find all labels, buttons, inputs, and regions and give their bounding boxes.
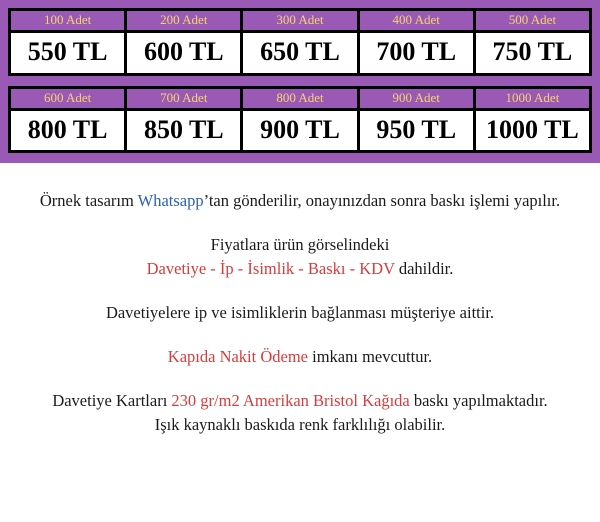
price-cell-700 xyxy=(127,89,243,151)
quantity-label: 500 Adet xyxy=(476,11,589,33)
price-value: 1000 TL xyxy=(486,114,579,144)
price-cell-500 xyxy=(476,11,589,73)
note-text: Davetiye Kartları xyxy=(52,390,172,410)
note-text: ’tan gönderilir, onayınızdan sonra baskı işlemi yapılır. xyxy=(203,191,561,211)
note-text: dahildir. xyxy=(394,259,454,279)
info-notes xyxy=(0,163,600,446)
note-included xyxy=(10,233,590,281)
quantity-label: 900 Adet xyxy=(360,89,473,111)
note-line: Fiyatlara ürün görselindeki xyxy=(210,235,390,255)
price-value: 850 TL xyxy=(143,114,224,144)
quantity-label: 700 Adet xyxy=(127,89,240,111)
pricing-board xyxy=(0,0,600,163)
pricing-row xyxy=(8,8,592,76)
note-whatsapp xyxy=(10,189,590,213)
note-highlight: Kapıda Nakit Ödeme xyxy=(167,346,308,366)
note-payment xyxy=(10,345,590,369)
price-value: 700 TL xyxy=(376,37,457,67)
note-highlight: Davetiye - İp - İsimlik - Baskı - KDV xyxy=(146,259,395,279)
price-cell-800 xyxy=(243,89,359,151)
price-value: 550 TL xyxy=(27,37,108,67)
quantity-label: 200 Adet xyxy=(127,11,240,33)
price-value: 750 TL xyxy=(492,37,573,67)
price-value: 900 TL xyxy=(260,114,340,144)
price-cell-300 xyxy=(243,11,359,73)
quantity-label: 400 Adet xyxy=(360,11,473,33)
note-line xyxy=(10,257,590,281)
price-cell-400 xyxy=(360,11,476,73)
quantity-label: 1000 Adet xyxy=(476,89,589,111)
quantity-label: 100 Adet xyxy=(11,11,124,33)
quantity-label: 800 Adet xyxy=(243,89,356,111)
note-line xyxy=(10,189,590,213)
note-text: Örnek tasarım xyxy=(39,191,138,211)
price-cell-100 xyxy=(11,11,127,73)
note-highlight: 230 gr/m2 Amerikan Bristol Kağıda xyxy=(171,390,410,410)
price-value: 950 TL xyxy=(376,114,457,144)
price-cell-600 xyxy=(11,89,127,151)
note-line xyxy=(10,345,590,369)
quantity-label: 300 Adet xyxy=(243,11,356,33)
price-value: 800 TL xyxy=(27,114,108,144)
price-cell-1000 xyxy=(476,89,589,151)
price-cell-900 xyxy=(360,89,476,151)
note-line: Işık kaynaklı baskıda renk farklılığı olabilir. xyxy=(154,414,446,434)
price-value: 600 TL xyxy=(143,37,224,67)
note-line xyxy=(10,389,590,413)
note-customer-responsibility xyxy=(10,301,590,325)
price-value: 650 TL xyxy=(260,37,340,67)
quantity-label: 600 Adet xyxy=(11,89,124,111)
note-line: Davetiyelere ip ve isimliklerin bağlanması müşteriye aittir. xyxy=(105,302,495,322)
note-text: baskı yapılmaktadır. xyxy=(409,390,548,410)
price-cell-200 xyxy=(127,11,243,73)
note-paper xyxy=(10,389,590,437)
note-text: imkanı mevcuttur. xyxy=(308,346,433,366)
note-highlight: Whatsapp xyxy=(137,191,204,211)
pricing-row xyxy=(8,86,592,154)
